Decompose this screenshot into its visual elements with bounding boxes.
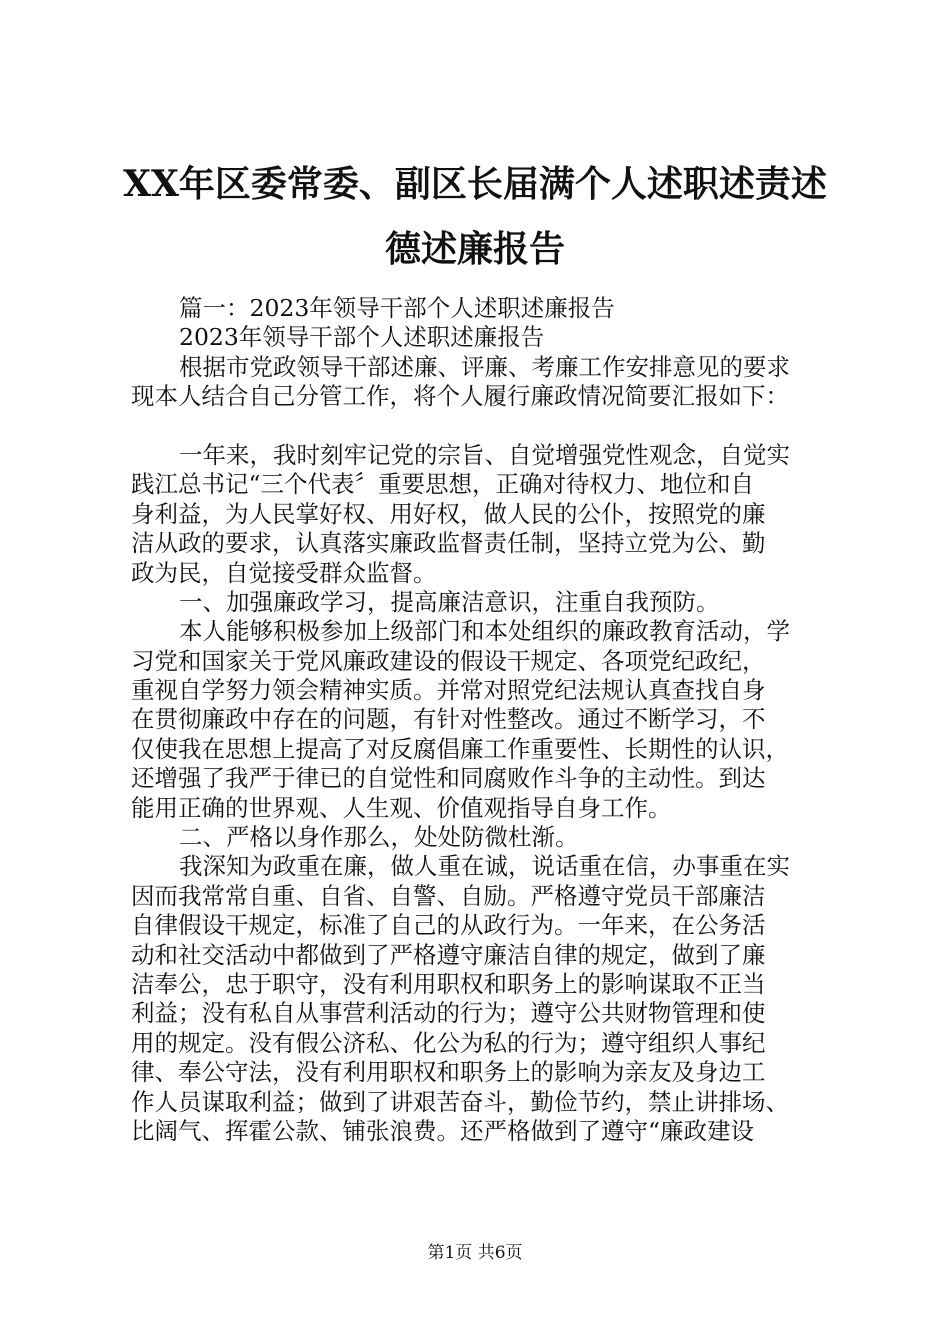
body-line: 2023年领导干部个人述职述廉报告 [179, 323, 545, 352]
body-line: 还增强了我严于律已的自觉性和同腐败作斗争的主动性。到达 [131, 764, 766, 793]
body-line: 本人能够积极参加上级部门和本处组织的廉政教育活动，学 [179, 617, 790, 646]
body-line: 在贯彻廉政中存在的问题，有针对性整改。通过不断学习，不 [131, 705, 766, 734]
body-line: 洁奉公，忠于职守，没有利用职权和职务上的影响谋取不正当 [131, 969, 766, 998]
blank-line [131, 412, 836, 441]
body-line: 因而我常常自重、自省、自警、自励。严格遵守党员干部廉洁 [131, 881, 766, 910]
document-title-line-2: 德述廉报告 [384, 228, 565, 270]
body-line: 习党和国家关于党风廉政建设的假设干规定、各项党纪政纪， [131, 646, 766, 675]
body-line: 利益；没有私自从事营利活动的行为；遵守公共财物管理和使 [131, 999, 766, 1028]
body-line: 律、奉公守法，没有利用职权和职务上的影响为亲友及身边工 [131, 1058, 766, 1087]
body-line: 二、严格以身作那么，处处防微杜渐。 [179, 823, 579, 852]
body-line: 用的规定。没有假公济私、化公为私的行为；遵守组织人事纪 [131, 1028, 766, 1057]
body-line: 自律假设干规定，标准了自己的从政行为。一年来，在公务活 [131, 911, 766, 940]
body-line: 现本人结合自己分管工作，将个人履行廉政情况简要汇报如下： [131, 382, 789, 411]
body-line: 动和社交活动中都做到了严格遵守廉洁自律的规定，做到了廉 [131, 940, 766, 969]
body-line: 能用正确的世界观、人生观、价值观指导自身工作。 [131, 793, 672, 822]
body-line: 比阔气、挥霍公款、铺张浪费。还严格做到了遵守“廉政建设 [131, 1116, 755, 1145]
body-line: 洁从政的要求，认真落实廉政监督责任制，坚持立党为公、勤 [131, 529, 766, 558]
body-line: 仅使我在思想上提高了对反腐倡廉工作重要性、长期性的认识， [131, 734, 789, 763]
body-line: 践江总书记“三个代表〞重要思想，正确对待权力、地位和自 [131, 470, 755, 499]
body-line: 根据市党政领导干部述廉、评廉、考廉工作安排意见的要求 [179, 352, 790, 381]
document-title-line-1: XX年区委常委、副区长届满个人述职述责述 [123, 163, 827, 205]
body-line: 篇一：2023年领导干部个人述职述廉报告 [179, 294, 615, 322]
body-line: 身利益，为人民掌好权、用好权，做人民的公仆，按照党的廉 [131, 499, 766, 528]
page-footer: 第1页 共6页 [427, 1243, 523, 1263]
document-body [131, 294, 836, 1146]
body-line: 重视自学努力领会精神实质。并常对照党纪法规认真查找自身 [131, 676, 766, 705]
body-line: 作人员谋取利益；做到了讲艰苦奋斗，勤俭节约，禁止讲排场、 [131, 1087, 789, 1116]
body-line: 政为民，自觉接受群众监督。 [131, 558, 437, 587]
body-line: 一年来，我时刻牢记党的宗旨、自觉增强党性观念，自觉实 [179, 440, 790, 469]
body-line: 我深知为政重在廉，做人重在诚，说话重在信，办事重在实 [179, 852, 790, 881]
body-line: 一、加强廉政学习，提高廉洁意识，注重自我预防。 [179, 587, 720, 616]
